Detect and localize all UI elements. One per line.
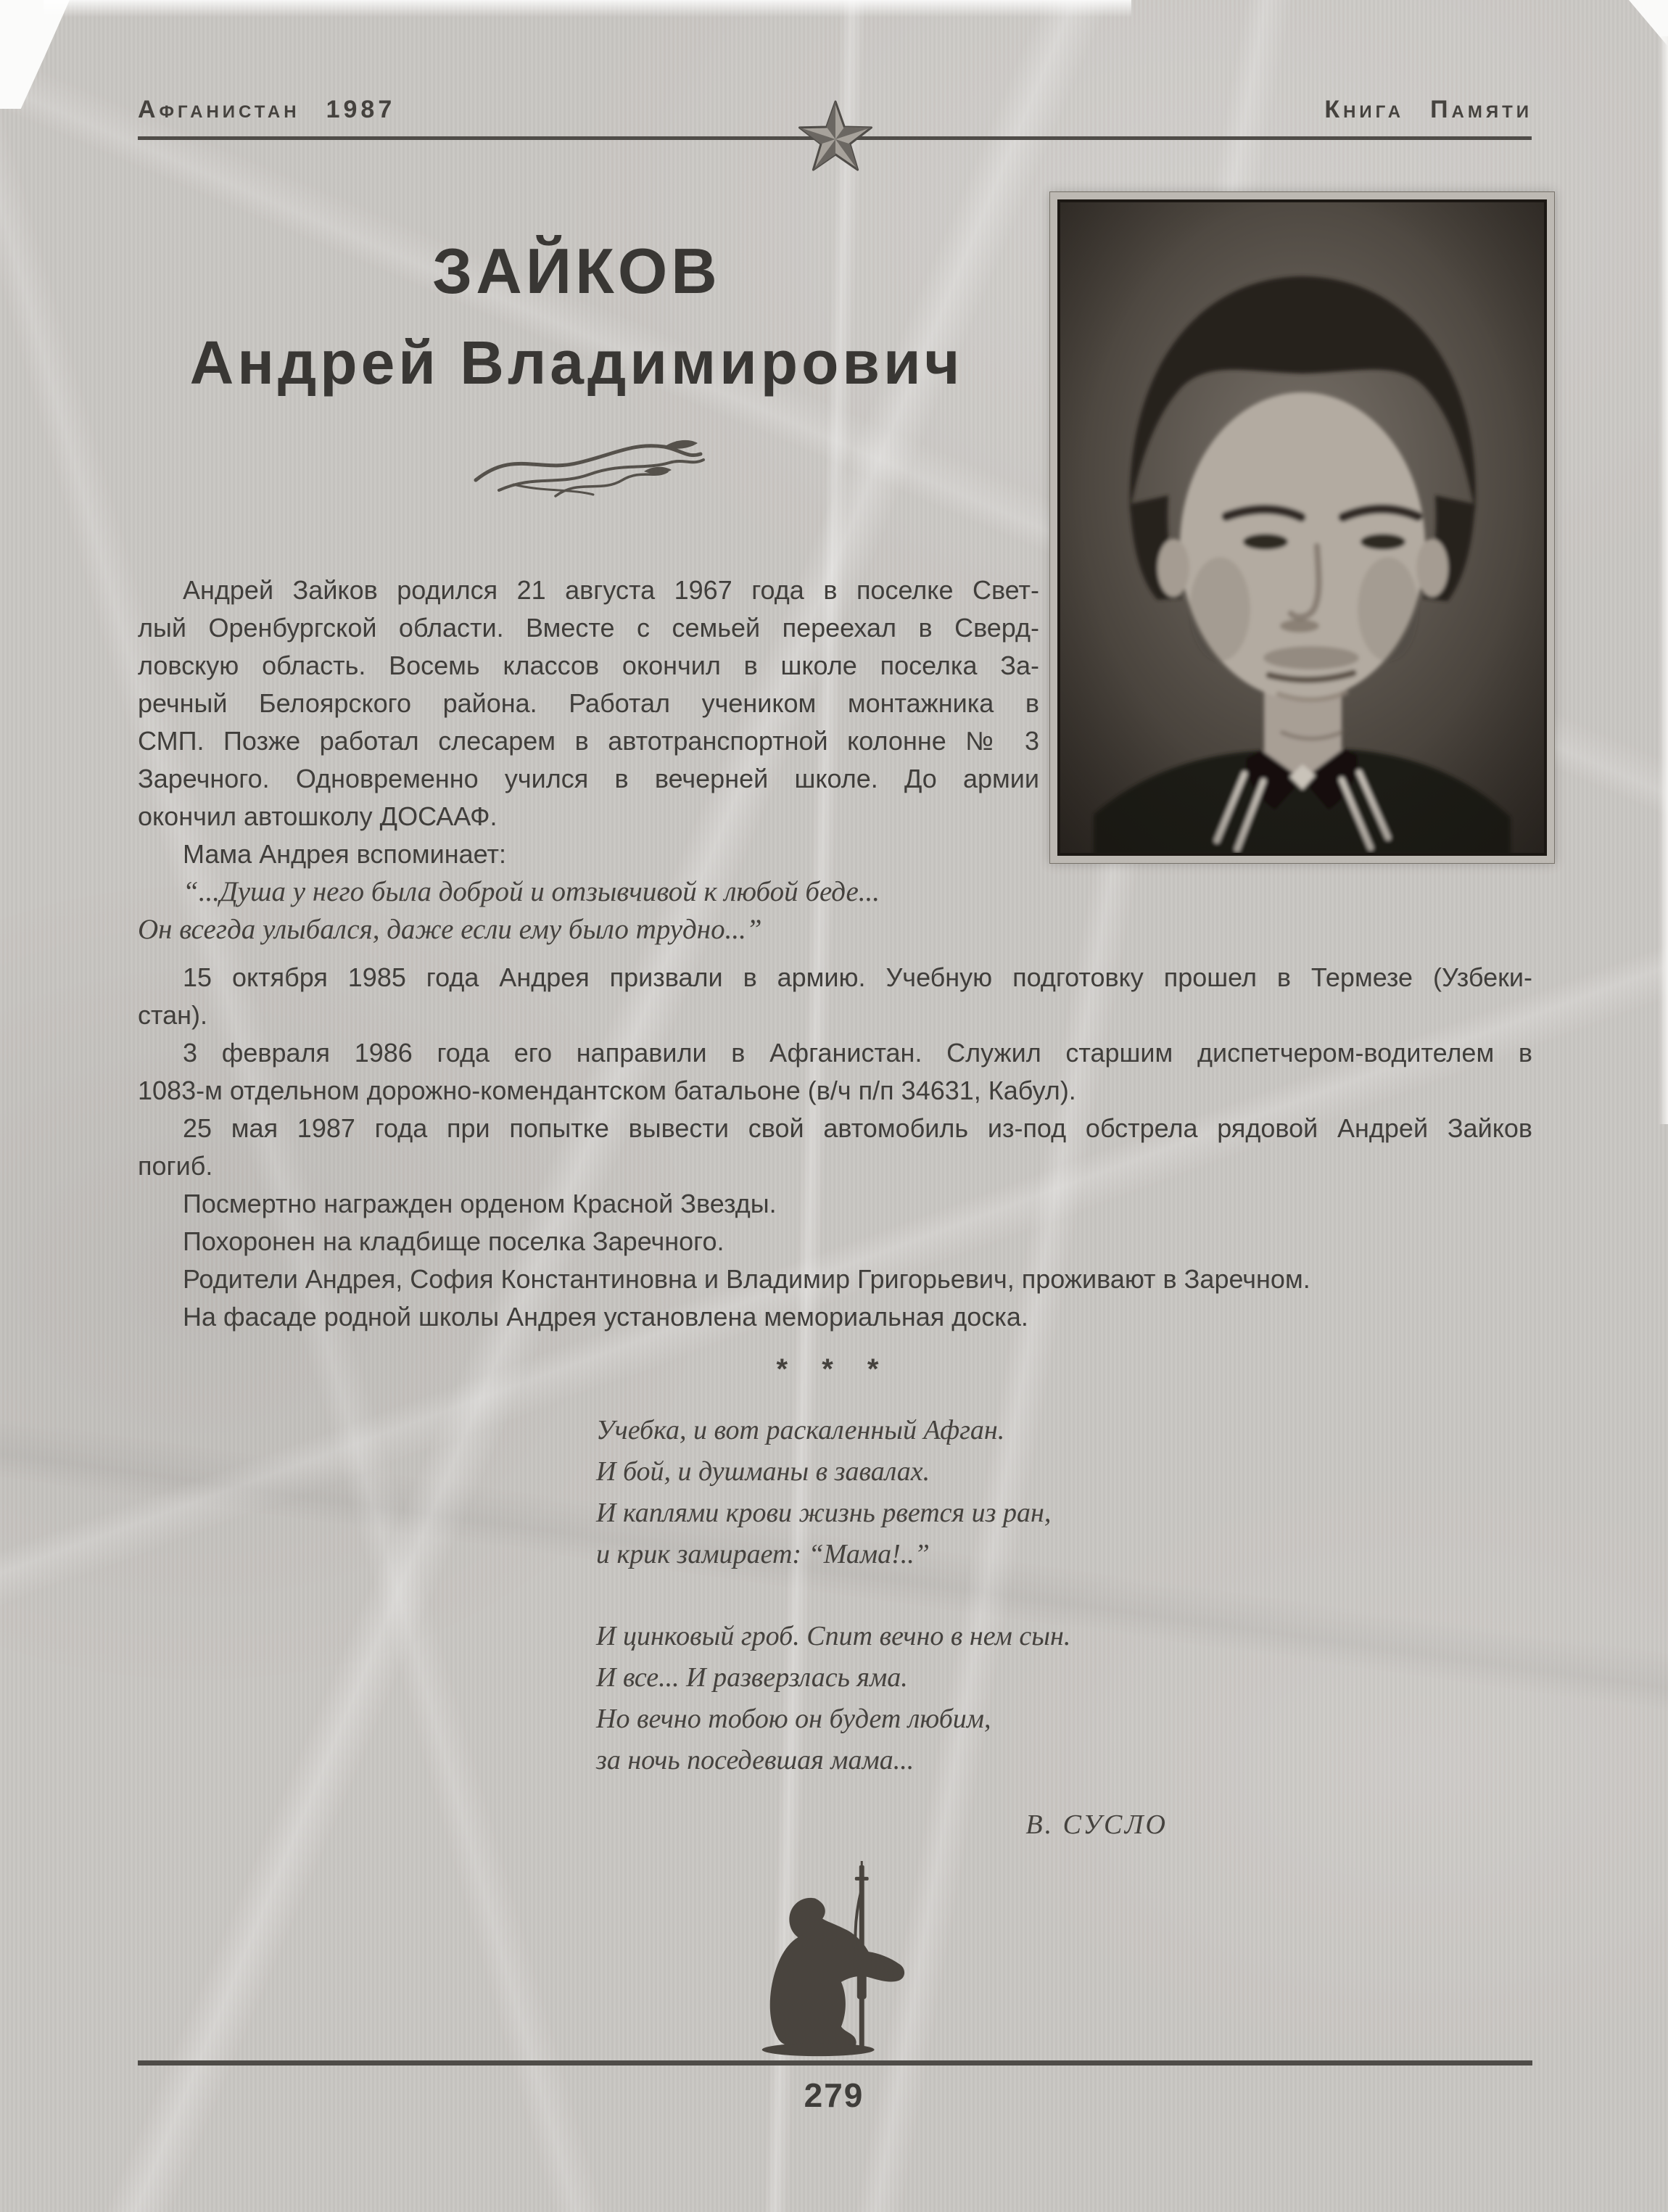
bio-line: речный Белоярского района. Работал учеником монтажника в [138, 688, 1039, 718]
star-icon [792, 93, 879, 184]
bio-line: Заречного. Одновременно учился в вечерней школе. До армии [138, 764, 1039, 793]
bio-line: На фасаде родной школы Андрея установлена мемориальная доска. [183, 1302, 1028, 1332]
bio-line: 3 февраля 1986 года его направили в Афганистан. Служил старшим диспетчером-водителем в [183, 1038, 1532, 1068]
memorial-title-line2: Андрей Владимирович [189, 329, 964, 397]
poem-line: И цинковый гроб. Спит вечно в нем сын. [596, 1621, 1071, 1651]
bio-line: Мама Андрея вспоминает: [183, 839, 506, 869]
poem-stanza-2 [596, 1616, 1321, 1781]
bio-line: 1083-м отдельном дорожно-комендантском батальоне (в/ч п/п 34631, Кабул). [138, 1076, 1076, 1105]
header-left-year: 1987 [326, 96, 396, 123]
memorial-title-line1: ЗАЙКОВ [432, 235, 721, 307]
bio-line: Похоронен на кладбище поселка Заречного. [183, 1226, 724, 1256]
bio-text-wide [138, 959, 1532, 1336]
poem-line: И все... И разверзлась яма. [596, 1662, 908, 1693]
poem-line: И каплями крови жизнь рвется из ран, [596, 1498, 1052, 1528]
flourish-icon [470, 428, 709, 504]
bottom-rule [138, 2060, 1532, 2066]
bio-line: СМП. Позже работал слесарем в автотранспортной колонне № 3 [138, 726, 1039, 756]
portrait-image [1057, 199, 1547, 856]
torn-edge-top [44, 0, 1131, 17]
poem-line: Но вечно тобою он будет любим, [596, 1704, 991, 1734]
bio-line: Родители Андрея, София Константиновна и Владимир Григорьевич, проживают в Заречном. [183, 1264, 1310, 1294]
bio-line: Посмертно награжден орденом Красной Звезды. [183, 1189, 777, 1218]
bio-line: 25 мая 1987 года при попытке вывести свой автомобиль из-под обстрела рядовой Андрей Зайков [183, 1113, 1532, 1143]
bio-line: лый Оренбургской области. Вместе с семьей переехал в Сверд- [138, 613, 1039, 643]
poem-line: И бой, и душманы в завалах. [596, 1456, 930, 1487]
bio-line: стан). [138, 1000, 207, 1030]
bio-line: Он всегда улыбался, даже если ему было трудно...” [138, 914, 762, 945]
torn-edge-right [1659, 36, 1668, 1124]
poem-stanza-1 [596, 1410, 1321, 1575]
poem-author: В. СУСЛО [1025, 1809, 1168, 1840]
soldier-icon [746, 1861, 927, 2070]
portrait-photo [1049, 191, 1555, 864]
poem-line: за ночь поседевшая мама... [596, 1745, 914, 1775]
poem-line: Учебка, и вот раскаленный Афган. [596, 1415, 1005, 1445]
bio-line: Андрей Зайков родился 21 августа 1967 года в поселке Свет- [183, 575, 1039, 605]
header-right-word1: Книга [1324, 96, 1405, 123]
poem-line: и крик замирает: “Мама!..” [596, 1539, 930, 1569]
header-right-word2: Памяти [1430, 96, 1532, 123]
bio-line: ловскую область. Восемь классов окончил в школе поселка За- [138, 651, 1039, 680]
bio-line: 15 октября 1985 года Андрея призвали в армию. Учебную подготовку прошел в Термезе (Узбеки- [183, 962, 1532, 992]
bio-line: “...Душа у него была доброй и отзывчивой к любой беде... [183, 876, 880, 907]
header-left [138, 96, 395, 124]
bio-line: окончил автошколу ДОСААФ. [138, 801, 497, 831]
header-left-title: Афганистан [138, 96, 300, 123]
stars-separator: * * * [776, 1353, 892, 1385]
page-number: 279 [804, 2076, 864, 2114]
bio-line: погиб. [138, 1151, 213, 1181]
bio-text-narrow [138, 571, 1039, 949]
header-right [1324, 96, 1532, 124]
